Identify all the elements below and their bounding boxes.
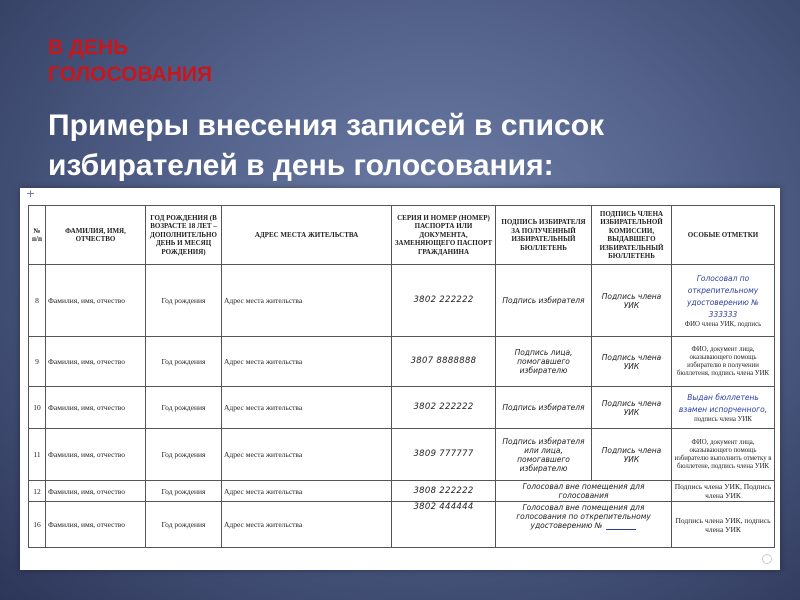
table-header-row: [29, 206, 775, 265]
note-printed: ФИО, документ лица, оказывающего помощь избирателю в получении бюллетеня, подпись члена УИК: [676, 345, 770, 377]
row-number: 8: [29, 265, 46, 337]
header-full-name: ФАМИЛИЯ, ИМЯ, ОТЧЕСТВО: [46, 206, 146, 265]
title-line-1: Примеры внесения записей в список: [48, 109, 605, 142]
header-number: № п/п: [29, 206, 46, 265]
slide-title: [48, 106, 768, 186]
row-birth-year: Год рождения: [146, 481, 222, 502]
page-corner-circle-icon: [762, 554, 772, 564]
row-address: Адрес места жительства: [222, 502, 392, 548]
row-address: Адрес места жительства: [222, 429, 392, 481]
row-voter-signature: Подпись избирателя: [496, 265, 592, 337]
row-voter-signature: Подпись лица, помогавшего избирателю: [496, 337, 592, 387]
move-handle-icon[interactable]: +: [26, 188, 36, 200]
header-special-notes: ОСОБЫЕ ОТМЕТКИ: [672, 206, 775, 265]
row-birth-year: Год рождения: [146, 265, 222, 337]
row-member-signature: Подпись члена УИК: [592, 337, 672, 387]
header-member-signature: ПОДПИСЬ ЧЛЕНА ИЗБИРАТЕЛЬНОЙ КОМИССИИ, ВЫДАВШЕГО ИЗБИРАТЕЛЬНЫЙ БЮЛЛЕТЕНЬ: [592, 206, 672, 265]
row-outside-voting-note: Голосовал вне помещения для голосования: [496, 481, 672, 502]
row-passport: 3808 222222: [392, 481, 496, 502]
row-member-signature: Подпись члена УИК: [592, 387, 672, 429]
row-full-name: Фамилия, имя, отчество: [46, 481, 146, 502]
voter-list-document: [20, 188, 780, 570]
row-voter-signature: Подпись избирателя: [496, 387, 592, 429]
row-number: 12: [29, 481, 46, 502]
table-row: [29, 429, 775, 481]
row-passport: 3802 444444: [392, 502, 496, 548]
row-passport: 3802 222222: [392, 387, 496, 429]
row-full-name: Фамилия, имя, отчество: [46, 337, 146, 387]
document-top-strip: [26, 190, 766, 202]
blank-number-line: [606, 529, 636, 530]
row-birth-year: Год рождения: [146, 337, 222, 387]
row-number: 11: [29, 429, 46, 481]
row-special-notes: [672, 337, 775, 387]
row-passport: 3802 222222: [392, 265, 496, 337]
row-full-name: Фамилия, имя, отчество: [46, 387, 146, 429]
table-row: [29, 337, 775, 387]
row-number: 9: [29, 337, 46, 387]
row-birth-year: Год рождения: [146, 387, 222, 429]
row-passport: 3809 777777: [392, 429, 496, 481]
row-address: Адрес места жительства: [222, 337, 392, 387]
row-full-name: Фамилия, имя, отчество: [46, 265, 146, 337]
row-birth-year: Год рождения: [146, 429, 222, 481]
row-number: 10: [29, 387, 46, 429]
row-passport: 3807 8888888: [392, 337, 496, 387]
table-row: [29, 387, 775, 429]
table-row: [29, 502, 775, 548]
row-special-notes: [672, 429, 775, 481]
row-special-notes: Подпись члена УИК, подпись члена УИК: [672, 502, 775, 548]
row-outside-voting-note: [496, 502, 672, 548]
row-address: Адрес места жительства: [222, 387, 392, 429]
title-line-2: избирателей в день голосования:: [48, 149, 554, 182]
voter-list-table: [28, 205, 775, 548]
row-special-notes: [672, 265, 775, 337]
row-address: Адрес места жительства: [222, 265, 392, 337]
row-member-signature: Подпись члена УИК: [592, 265, 672, 337]
note-printed: ФИО, документ лица, оказывающего помощь избирателю выполнить отметку в бюллетене, подпись члена УИК: [674, 438, 772, 470]
row-number: 16: [29, 502, 46, 548]
table-row: [29, 481, 775, 502]
header-birth-year: ГОД РОЖДЕНИЯ (В ВОЗРАСТЕ 18 ЛЕТ – ДОПОЛНИТЕЛЬНО ДЕНЬ И МЕСЯЦ РОЖДЕНИЯ): [146, 206, 222, 265]
note-handwritten: Выдан бюллетень взамен испорченного,: [678, 392, 768, 414]
header-voter-signature: ПОДПИСЬ ИЗБИРАТЕЛЯ ЗА ПОЛУЧЕННЫЙ ИЗБИРАТЕЛЬНЫЙ БЮЛЛЕТЕНЬ: [496, 206, 592, 265]
row-special-notes: [672, 387, 775, 429]
row-member-signature: Подпись члена УИК: [592, 429, 672, 481]
row-full-name: Фамилия, имя, отчество: [46, 502, 146, 548]
row-birth-year: Год рождения: [146, 502, 222, 548]
note-printed: ФИО члена УИК, подпись: [684, 320, 762, 328]
note-handwritten: Голосовал по открепительному удостоверению № 333333: [687, 273, 759, 319]
kicker-line-1: В ДЕНЬ: [48, 36, 129, 59]
note-printed: подпись члена УИК: [694, 415, 752, 423]
header-address: АДРЕС МЕСТА ЖИТЕЛЬСТВА: [222, 206, 392, 265]
outside-voting-note-text: Голосовал вне помещения для голосования по открепительному удостоверению №: [516, 503, 651, 530]
kicker-line-2: ГОЛОСОВАНИЯ: [48, 63, 213, 86]
row-special-notes: Подпись члена УИК, Подпись члена УИК: [672, 481, 775, 502]
table-row: [29, 265, 775, 337]
row-full-name: Фамилия, имя, отчество: [46, 429, 146, 481]
header-passport: СЕРИЯ И НОМЕР (НОМЕР) ПАСПОРТА ИЛИ ДОКУМЕНТА, ЗАМЕНЯЮЩЕГО ПАСПОРТ ГРАЖДАНИНА: [392, 206, 496, 265]
row-address: Адрес места жительства: [222, 481, 392, 502]
row-voter-signature: Подпись избирателя или лица, помогавшего избирателю: [496, 429, 592, 481]
slide-kicker: [48, 34, 212, 88]
